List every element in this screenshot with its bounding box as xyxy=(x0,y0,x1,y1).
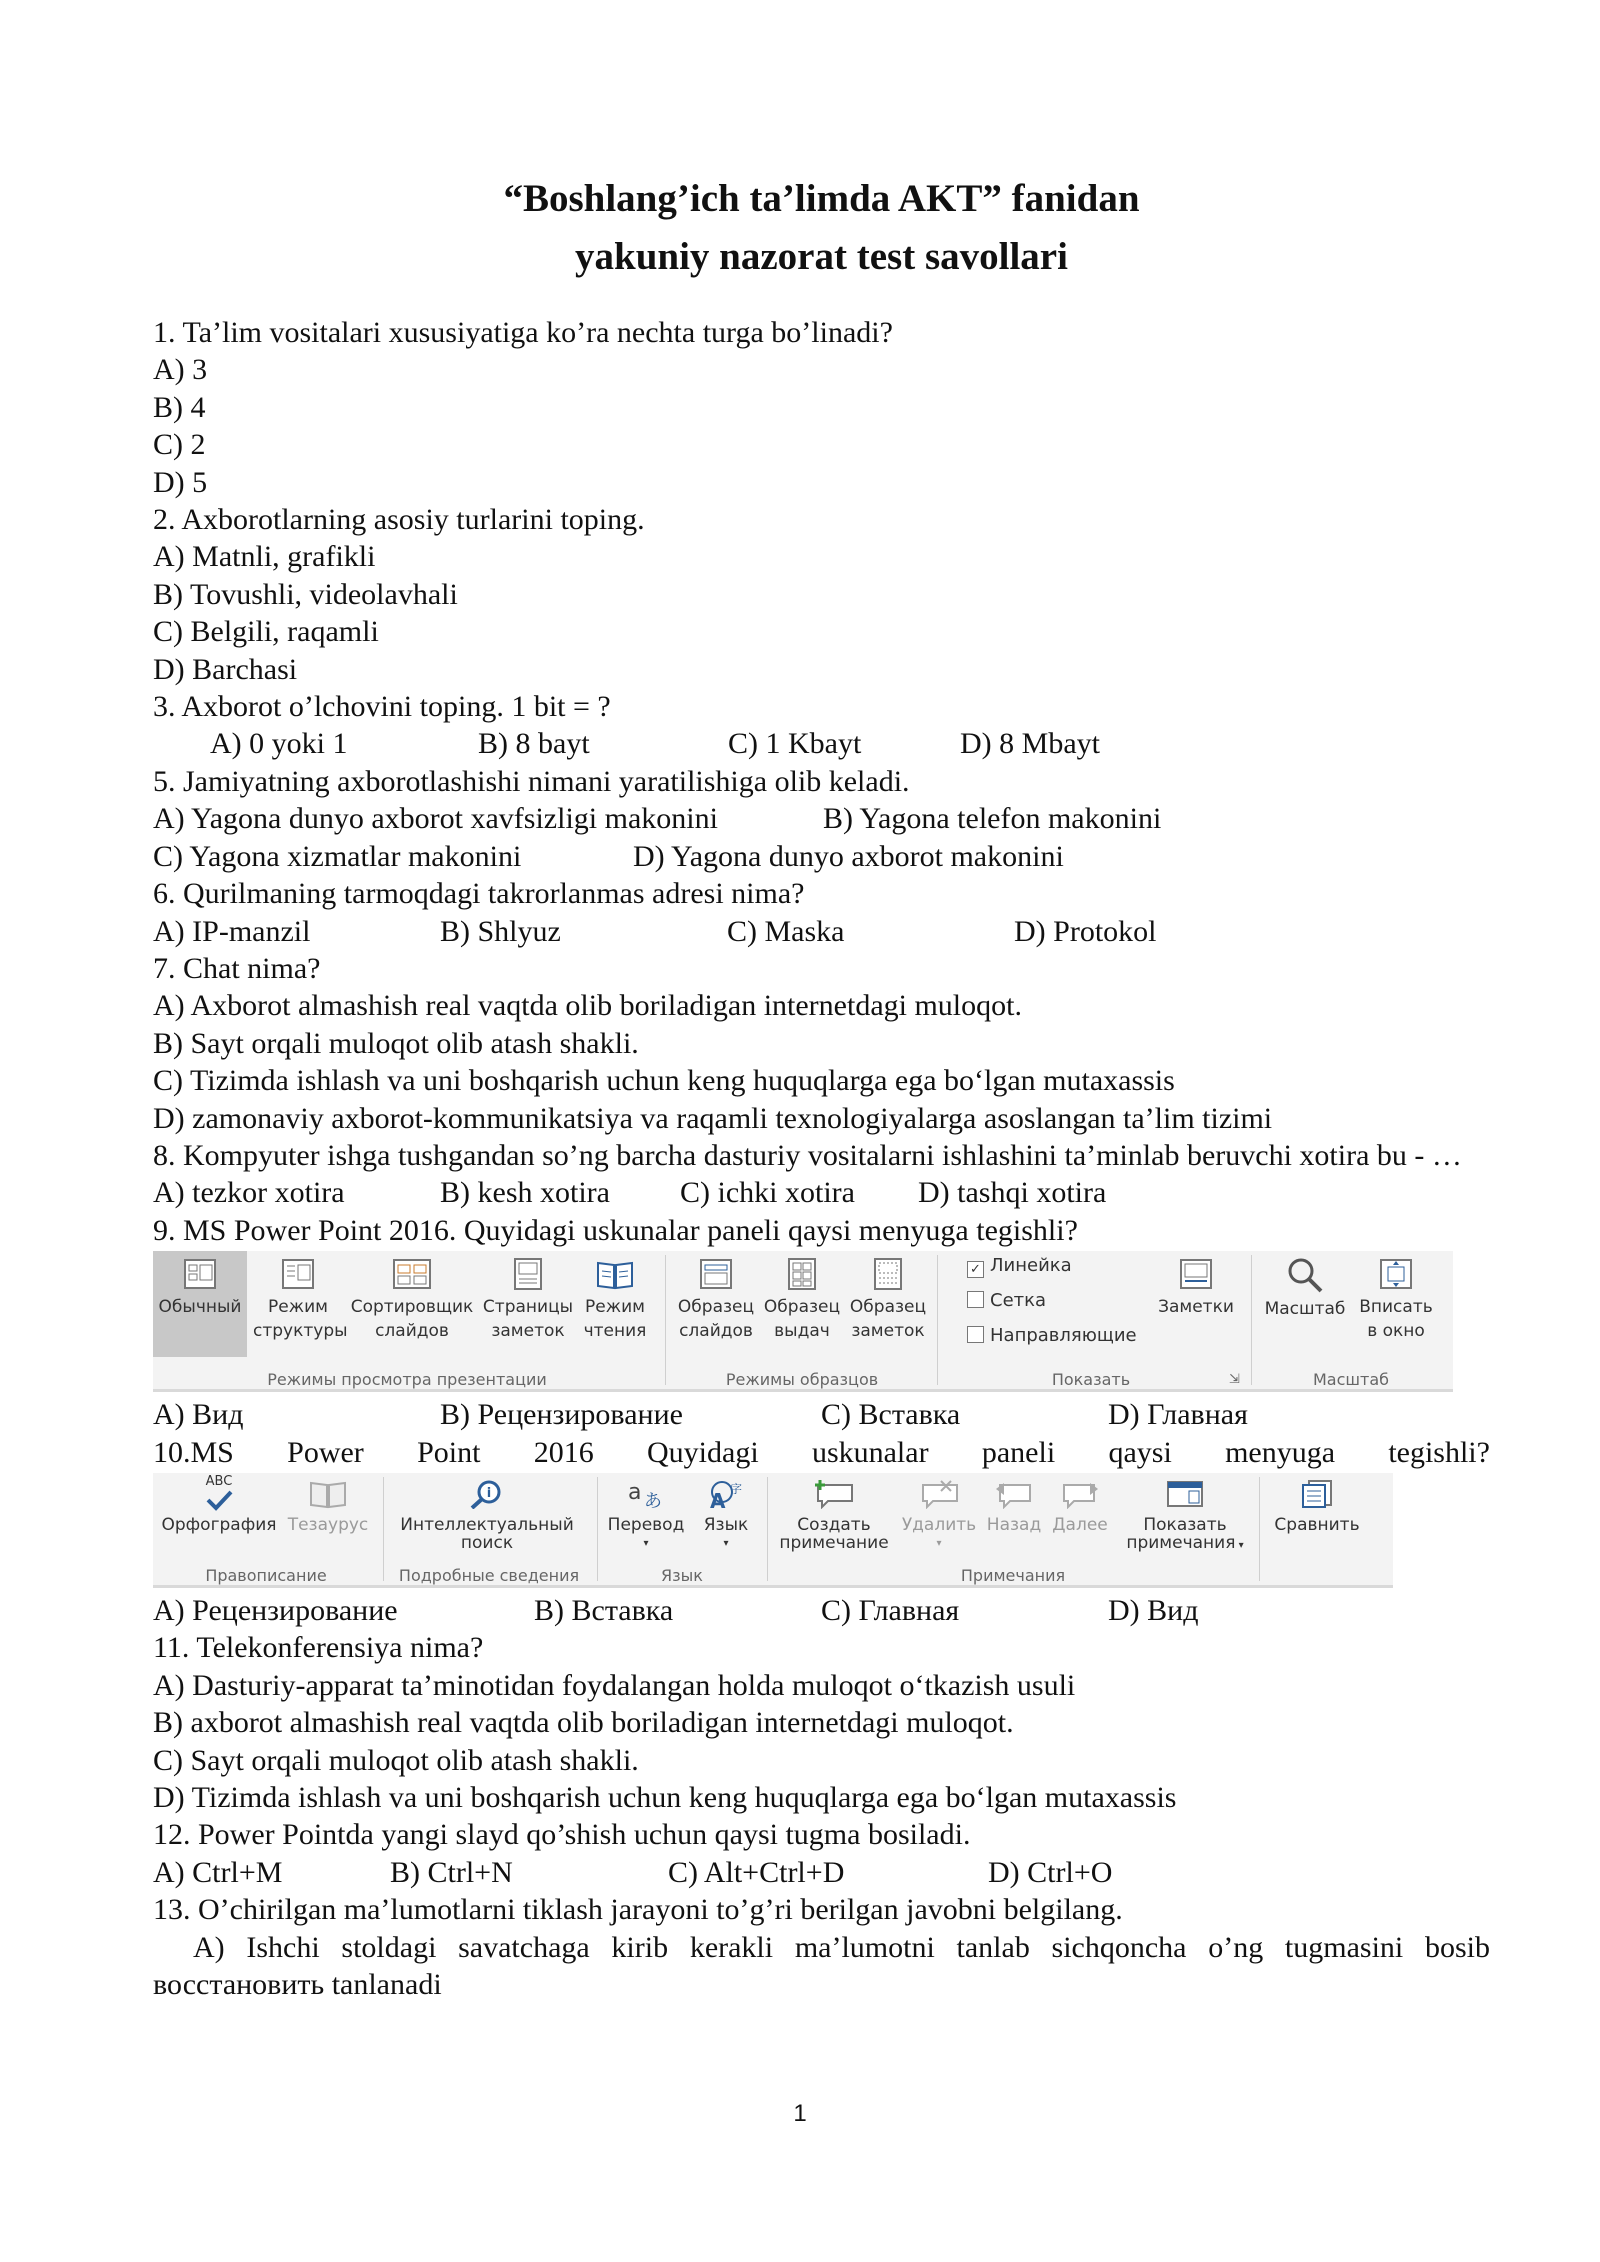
q1-option-c: C) 2 xyxy=(153,428,206,462)
thesaurus-label: Тезаурус xyxy=(287,1514,369,1535)
smart-lookup-icon xyxy=(467,1479,507,1509)
q11-option-c: C) Sayt orqali muloqot olib atash shakli. xyxy=(153,1743,639,1777)
reading-view-label-2: чтения xyxy=(583,1321,647,1342)
previous-comment-icon xyxy=(994,1479,1034,1509)
slide-master-button[interactable] xyxy=(673,1251,759,1343)
question-11: 11. Telekonferensiya nima? xyxy=(153,1631,484,1665)
q3-option-b: B) 8 bayt xyxy=(478,727,590,761)
show-comments-label-2: примечания xyxy=(1126,1532,1236,1553)
checkbox-empty-icon xyxy=(967,1326,984,1343)
q11-option-d: D) Tizimda ishlash va uni boshqarish uchun keng huquqlarga ega bo‘lgan mutaxassis xyxy=(153,1781,1177,1814)
q10-word: 2016 xyxy=(533,1435,594,1469)
group-separator xyxy=(383,1477,384,1581)
q10-word: Point xyxy=(417,1435,481,1469)
q5-option-c: C) Yagona xizmatlar makonini xyxy=(153,839,522,873)
ruler-checkbox[interactable] xyxy=(967,1255,1072,1278)
q8-option-a: A) tezkor xotira xyxy=(153,1176,345,1210)
handout-master-icon xyxy=(785,1257,819,1291)
q13-option-a-text: A) Ishchi stoldagi savatchaga kirib kerakli ma’lumotni tanlab sichqoncha o’ng tugmasini bosib восстановить tanlanadi xyxy=(153,1930,1490,2002)
q8-options xyxy=(153,1174,1490,1211)
group-label-insights: Подробные сведения xyxy=(398,1565,580,1585)
document-page xyxy=(153,170,1490,2003)
q10-option-c: C) Главная xyxy=(821,1593,960,1627)
q10-word: menyuga xyxy=(1225,1435,1336,1469)
show-comments-button[interactable] xyxy=(1117,1473,1253,1564)
outline-view-icon xyxy=(281,1257,315,1291)
q5-option-b: B) Yagona telefon makonini xyxy=(823,802,1162,836)
thesaurus-book-icon xyxy=(308,1479,348,1509)
q2-option-b: B) Tovushli, videolavhali xyxy=(153,577,458,611)
question-8: 8. Kompyuter ishga tushgandan so’ng barcha dasturiy vositalarni ishlashini ta’minlab beruvchi xotira bu - … xyxy=(153,1138,1462,1172)
q10-option-d: D) Вид xyxy=(1108,1593,1199,1627)
group-separator xyxy=(937,1255,938,1385)
group-label-proofing: Правописание xyxy=(205,1565,327,1585)
language-label: Язык xyxy=(703,1514,749,1535)
show-comments-label-1: Показать xyxy=(1143,1514,1227,1535)
q6-option-b: B) Shlyuz xyxy=(440,914,561,948)
svg-text:字: 字 xyxy=(730,1481,743,1496)
q10-word: Power xyxy=(287,1435,364,1469)
q5-option-d: D) Yagona dunyo axborot makonini xyxy=(633,839,1064,873)
reading-view-label-1: Режим xyxy=(585,1297,645,1318)
page-number: 1 xyxy=(793,2100,807,2127)
notes-label: Заметки xyxy=(1158,1297,1234,1318)
q2-option-d: D) Barchasi xyxy=(153,652,298,686)
q10-options xyxy=(153,1592,1490,1629)
group-separator xyxy=(597,1477,598,1581)
q1-option-a: A) 3 xyxy=(153,353,208,387)
question-1: 1. Ta’lim vositalari xususiyatiga ko’ra nechta turga bo’linadi? xyxy=(153,316,893,349)
compare-icon xyxy=(1299,1479,1335,1509)
q10-word: uskunalar xyxy=(811,1435,929,1469)
q13-option-a xyxy=(153,1929,1490,2004)
notes-master-label-2: заметок xyxy=(851,1321,925,1342)
abc-label: ABC xyxy=(205,1473,233,1489)
handout-master-label-2: выдач xyxy=(774,1321,830,1342)
notes-page-label-1: Страницы xyxy=(482,1297,574,1318)
delete-comment-icon xyxy=(917,1479,961,1509)
guides-label: Направляющие xyxy=(990,1325,1137,1347)
next-comment-button[interactable] xyxy=(1047,1473,1113,1537)
question-6: 6. Qurilmaning tarmoqdagi takrorlanmas adresi nima? xyxy=(153,877,805,911)
previous-comment-label: Назад xyxy=(986,1514,1042,1535)
q10-word: Quyidagi xyxy=(647,1435,759,1469)
dialog-launcher-icon[interactable]: ⇲ xyxy=(1229,1372,1240,1388)
svg-text:a: a xyxy=(628,1479,642,1505)
q8-option-d: D) tashqi xotira xyxy=(918,1176,1107,1210)
next-comment-label: Далее xyxy=(1052,1514,1108,1535)
fit-to-window-label-2: в окно xyxy=(1367,1321,1425,1342)
q8-option-c: C) ichki xotira xyxy=(680,1176,855,1210)
group-separator xyxy=(665,1255,666,1385)
fit-to-window-label-1: Вписать xyxy=(1359,1297,1433,1318)
question-12: 12. Power Pointda yangi slayd qo’shish uchun qaysi tugma bosiladi. xyxy=(153,1818,971,1852)
translate-button[interactable] xyxy=(601,1473,691,1564)
normal-view-label: Обычный xyxy=(158,1297,242,1318)
new-comment-button[interactable] xyxy=(771,1473,897,1561)
thesaurus-button[interactable] xyxy=(283,1473,373,1537)
q6-option-d: D) Protokol xyxy=(1014,914,1157,948)
q12-option-a: A) Ctrl+M xyxy=(153,1855,283,1889)
ruler-label: Линейка xyxy=(990,1255,1072,1277)
question-9: 9. MS Power Point 2016. Quyidagi uskunalar paneli qaysi menyuga tegishli? xyxy=(153,1213,1078,1247)
q3-options xyxy=(153,725,1490,762)
slide-sorter-button[interactable] xyxy=(345,1251,479,1343)
q7-option-b: B) Sayt orqali muloqot olib atash shakli. xyxy=(153,1026,639,1060)
translate-label: Перевод xyxy=(607,1514,685,1535)
ribbon-view-panel xyxy=(153,1251,1453,1392)
normal-view-icon xyxy=(183,1257,217,1291)
checkbox-empty-icon xyxy=(967,1291,984,1308)
q2-option-a: A) Matnli, grafikli xyxy=(153,540,376,574)
spelling-button[interactable] xyxy=(155,1473,283,1537)
q5-option-a: A) Yagona dunyo axborot xavfsizligi makonini xyxy=(153,802,718,836)
group-label-presentation-views: Режимы просмотра презентации xyxy=(267,1370,547,1390)
q7-option-c: C) Tizimda ishlash va uni boshqarish uchun keng huquqlarga ega bo‘lgan mutaxassis xyxy=(153,1064,1175,1098)
fit-to-window-icon xyxy=(1379,1257,1413,1291)
slide-master-label-2: слайдов xyxy=(679,1321,753,1342)
grid-label: Сетка xyxy=(990,1290,1047,1312)
q7-option-d: D) zamonaviy axborot-kommunikatsiya va raqamli texnologiyalarga asoslangan ta’lim tizimi xyxy=(153,1101,1273,1135)
outline-view-button[interactable] xyxy=(253,1251,348,1343)
spelling-label: Орфография xyxy=(161,1514,277,1535)
q12-options xyxy=(153,1854,1490,1891)
group-label-master-views: Режимы образцов xyxy=(725,1370,879,1390)
q3-option-a: A) 0 yoki 1 xyxy=(210,727,348,761)
zoom-label: Масштаб xyxy=(1264,1299,1346,1320)
next-comment-icon xyxy=(1060,1479,1100,1509)
dropdown-arrow-icon: ▾ xyxy=(1235,1539,1244,1551)
zoom-button[interactable] xyxy=(1257,1251,1353,1321)
smart-lookup-label-2: поиск xyxy=(460,1532,514,1553)
q10-word: tegishli? xyxy=(1388,1435,1490,1469)
title-line-2: yakuniy nazorat test savollari xyxy=(575,235,1068,278)
q11-option-b: B) axborot almashish real vaqtda olib boriladigan internetdagi muloqot. xyxy=(153,1706,1014,1740)
q9-options xyxy=(153,1396,1490,1433)
q3-option-c: C) 1 Kbayt xyxy=(728,727,862,761)
grid-checkbox[interactable] xyxy=(967,1290,1046,1311)
question-3: 3. Axborot o’lchovini toping. 1 bit = ? xyxy=(153,690,611,724)
group-label-language: Язык xyxy=(661,1565,703,1585)
question-10 xyxy=(153,1434,1490,1471)
q1-option-b: B) 4 xyxy=(153,390,206,424)
q11-option-a: A) Dasturiy-apparat ta’minotidan foydalangan holda muloqot o‘tkazish usuli xyxy=(153,1668,1076,1702)
q9-option-d: D) Главная xyxy=(1108,1398,1248,1432)
dropdown-arrow-icon: ▾ xyxy=(643,1537,649,1549)
show-comments-icon xyxy=(1165,1479,1205,1509)
spelling-check-icon xyxy=(204,1489,234,1511)
q10-word: 10.MS xyxy=(153,1435,234,1469)
svg-text:A: A xyxy=(710,1488,726,1509)
language-icon xyxy=(706,1479,746,1509)
q9-option-c: C) Вставка xyxy=(821,1398,961,1432)
slide-master-icon xyxy=(699,1257,733,1291)
q6-option-a: A) IP-manzil xyxy=(153,914,311,948)
ribbon-review-panel xyxy=(153,1473,1393,1588)
guides-checkbox[interactable] xyxy=(967,1325,1137,1346)
q9-option-a: A) Вид xyxy=(153,1398,244,1432)
slide-sorter-icon xyxy=(392,1257,432,1291)
q6-options xyxy=(153,913,1490,950)
group-separator xyxy=(1259,1477,1260,1581)
question-13: 13. O’chirilgan ma’lumotlarni tiklash jarayoni to’g’ri berilgan javobni belgilang. xyxy=(153,1893,1123,1927)
handout-master-label-1: Образец xyxy=(763,1297,841,1318)
q2-option-c: C) Belgili, raqamli xyxy=(153,615,379,649)
outline-view-label-1: Режим xyxy=(268,1297,328,1318)
q7-option-a: A) Axborot almashish real vaqtda olib boriladigan internetdagi muloqot. xyxy=(153,989,1022,1023)
q10-word: paneli xyxy=(981,1435,1056,1469)
handout-master-button[interactable] xyxy=(759,1251,845,1343)
q12-option-b: B) Ctrl+N xyxy=(390,1855,513,1889)
q12-option-d: D) Ctrl+O xyxy=(988,1855,1113,1889)
group-separator xyxy=(1251,1255,1252,1385)
compare-label: Сравнить xyxy=(1274,1514,1360,1535)
slide-master-label-1: Образец xyxy=(677,1297,755,1318)
reading-view-icon xyxy=(595,1257,635,1291)
title-line-1: “Boshlang’ich ta’limda AKT” fanidan xyxy=(503,177,1140,220)
notes-master-icon xyxy=(871,1257,905,1291)
svg-text:i: i xyxy=(486,1485,492,1501)
q12-option-c: C) Alt+Ctrl+D xyxy=(668,1855,845,1889)
q10-option-a: A) Рецензирование xyxy=(153,1593,398,1627)
q5-options-row-2 xyxy=(153,838,1490,875)
q3-option-d: D) 8 Mbayt xyxy=(960,727,1100,761)
previous-comment-button[interactable] xyxy=(981,1473,1047,1537)
q10-option-b: B) Вставка xyxy=(534,1593,674,1627)
q10-word: qaysi xyxy=(1108,1435,1172,1469)
question-7: 7. Chat nima? xyxy=(153,951,321,985)
smart-lookup-button[interactable] xyxy=(389,1473,585,1561)
dropdown-arrow-icon: ▾ xyxy=(936,1537,942,1549)
translate-icon xyxy=(626,1479,666,1509)
outline-view-label-2: структуры xyxy=(253,1321,348,1342)
magnifier-icon xyxy=(1285,1257,1325,1293)
group-label-zoom: Масштаб xyxy=(1312,1370,1390,1390)
notes-page-icon xyxy=(511,1257,545,1291)
notes-master-label-1: Образец xyxy=(849,1297,927,1318)
checkmark-icon: ✓ xyxy=(967,1261,984,1278)
notes-master-button[interactable] xyxy=(845,1251,931,1343)
q5-options-row-1 xyxy=(153,800,1490,837)
fit-to-window-button[interactable] xyxy=(1353,1251,1439,1343)
q9-option-b: B) Рецензирование xyxy=(440,1398,683,1432)
notes-button[interactable] xyxy=(1153,1251,1239,1319)
dropdown-arrow-icon: ▾ xyxy=(723,1537,729,1549)
new-comment-label-1: Создать xyxy=(797,1514,871,1535)
question-2: 2. Axborotlarning asosiy turlarini toping. xyxy=(153,503,645,537)
q1-option-d: D) 5 xyxy=(153,465,208,499)
new-comment-icon xyxy=(812,1479,856,1509)
new-comment-label-2: примечание xyxy=(779,1532,889,1553)
language-button[interactable] xyxy=(691,1473,761,1564)
q8-option-b: B) kesh xotira xyxy=(440,1176,610,1210)
delete-comment-button[interactable] xyxy=(897,1473,981,1564)
reading-view-button[interactable] xyxy=(577,1251,653,1343)
group-label-show: Показать xyxy=(1051,1370,1131,1390)
slide-sorter-label-2: слайдов xyxy=(375,1321,449,1342)
smart-lookup-label-1: Интеллектуальный xyxy=(400,1514,574,1535)
svg-text:あ: あ xyxy=(644,1490,662,1509)
delete-comment-label: Удалить xyxy=(901,1514,977,1535)
slide-sorter-label-1: Сортировщик xyxy=(350,1297,474,1318)
question-5: 5. Jamiyatning axborotlashishi nimani yaratilishiga olib keladi. xyxy=(153,764,910,798)
normal-view-button[interactable] xyxy=(153,1251,247,1357)
notes-page-button[interactable] xyxy=(481,1251,575,1343)
q6-option-c: C) Maska xyxy=(727,914,845,948)
notes-icon xyxy=(1179,1257,1213,1291)
group-label-comments: Примечания xyxy=(960,1565,1066,1585)
document-title xyxy=(153,170,1490,286)
compare-button[interactable] xyxy=(1265,1473,1369,1537)
group-separator xyxy=(767,1477,768,1581)
notes-page-label-2: заметок xyxy=(491,1321,565,1342)
